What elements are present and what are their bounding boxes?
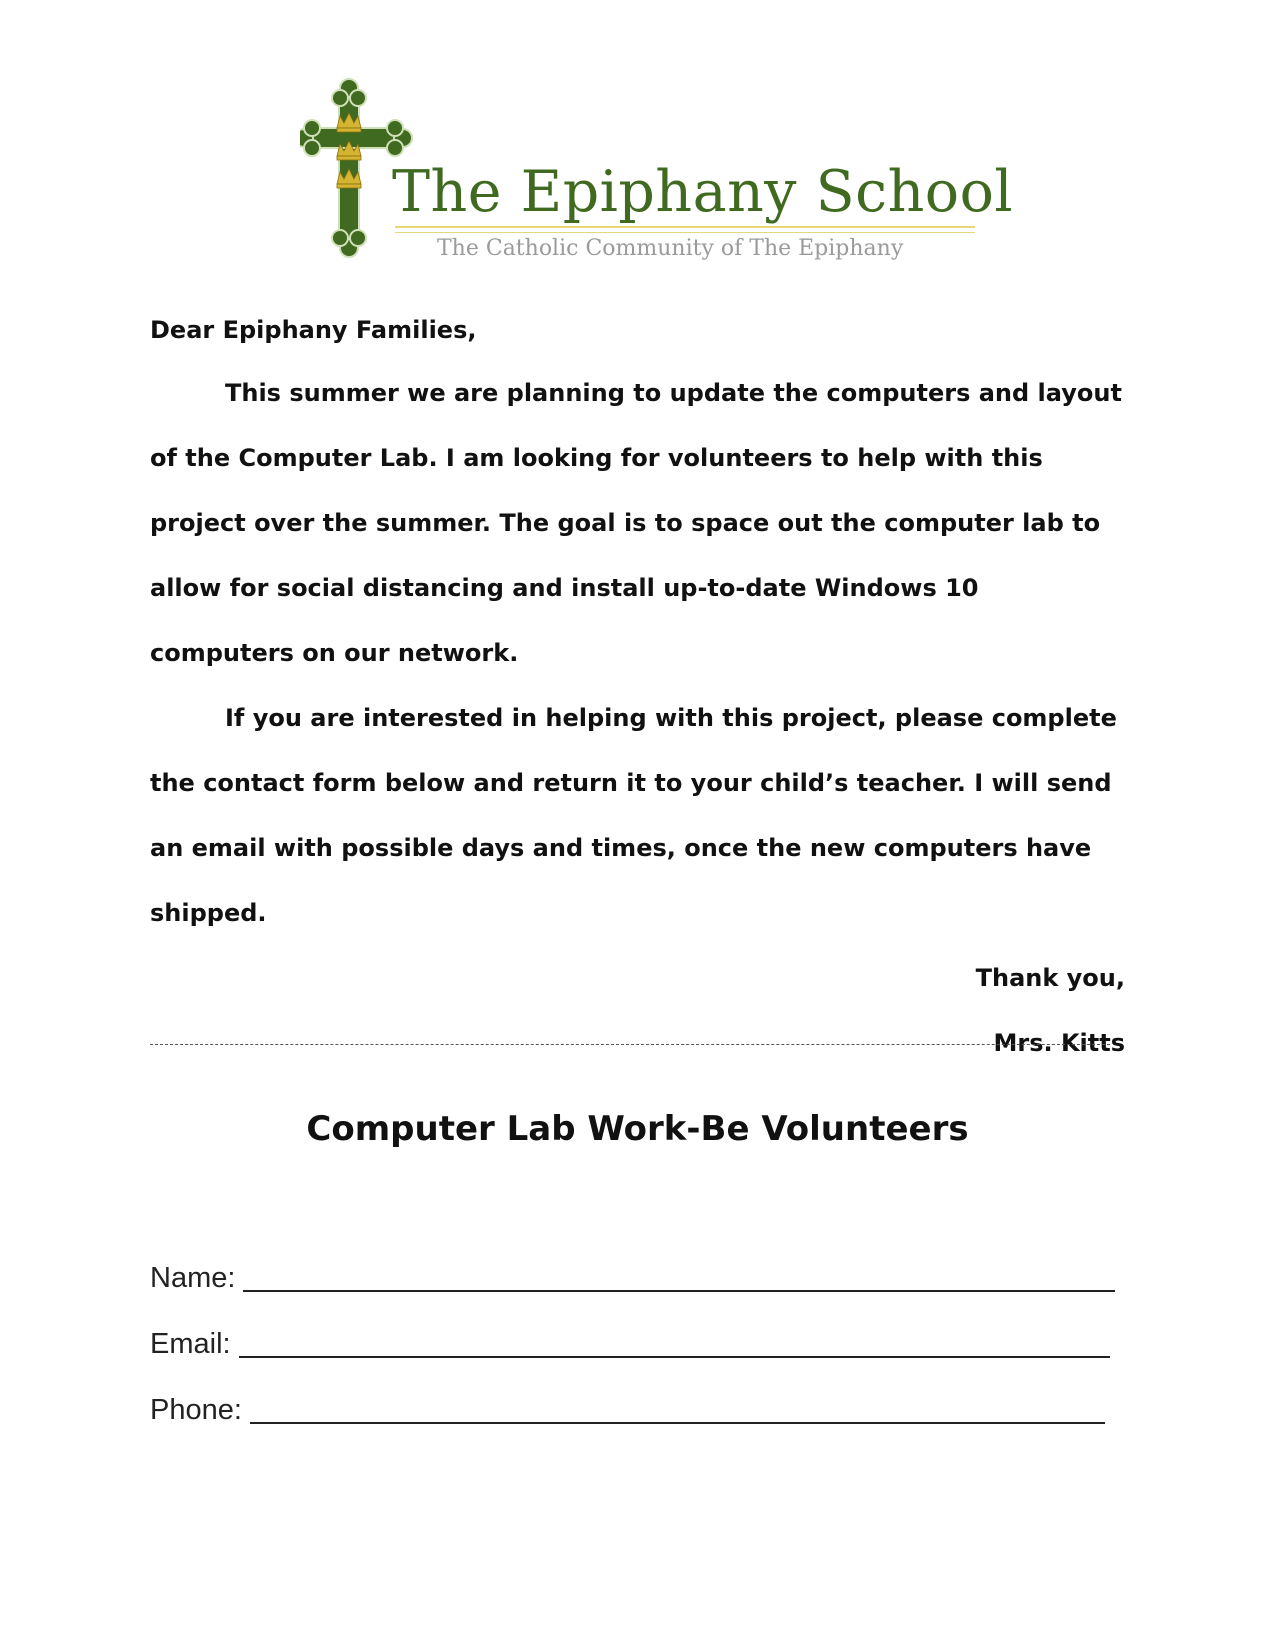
letter-body: [150, 313, 1125, 1076]
paragraph-2: If you are interested in helping with this project, please complete the contact form below and return it to your child’s teacher. I will send an email with possible days and times, once the new computers have shipped.: [150, 704, 1117, 927]
email-field: [150, 1328, 1110, 1361]
cut-line-divider: [150, 1044, 1110, 1045]
school-logo: [300, 78, 1014, 268]
email-blank-line[interactable]: [239, 1332, 1110, 1358]
paragraph-1: This summer we are planning to update the computers and layout of the Computer Lab. I am looking for volunteers to help with this project over the summer. The goal is to space out the computer lab to allow for social distancing and install up-to-date Windows 10 computers on our network.: [150, 379, 1122, 667]
name-blank-line[interactable]: [243, 1266, 1115, 1292]
phone-label: Phone:: [150, 1394, 242, 1426]
form-title: Computer Lab Work-Be Volunteers: [306, 1109, 969, 1149]
email-label: Email:: [150, 1328, 231, 1360]
school-name: The Epiphany School: [392, 159, 1014, 225]
logo-underline: [395, 226, 975, 233]
signature: Mrs. Kitts: [993, 1029, 1125, 1057]
phone-blank-line[interactable]: [250, 1398, 1105, 1424]
name-label: Name:: [150, 1262, 236, 1294]
name-field: [150, 1262, 1115, 1295]
closing: Thank you,: [975, 964, 1125, 992]
school-tagline: The Catholic Community of The Epiphany: [437, 236, 904, 261]
phone-field: [150, 1394, 1105, 1427]
salutation: Dear Epiphany Families,: [150, 316, 477, 344]
